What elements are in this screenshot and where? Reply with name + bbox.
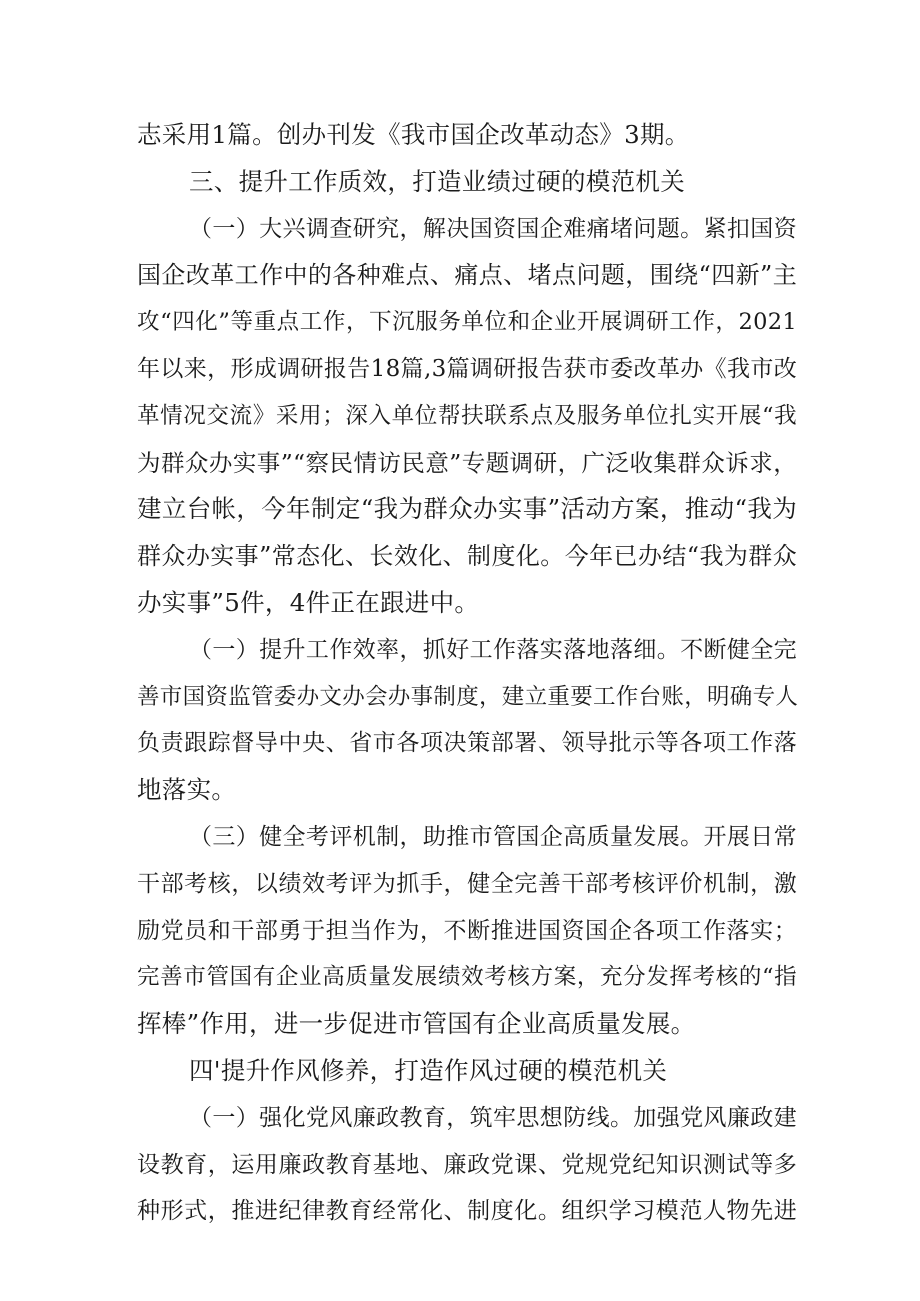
paragraph-line: 种形式，推进纪律教育经常化、制度化。组织学习模范人物先进	[137, 1198, 797, 1225]
document-body	[137, 112, 797, 1235]
section-heading: 三、提升工作质效，打造业绩过硬的模范机关	[189, 166, 685, 196]
paragraph-line: 干部考核，以绩效考评为抓手，健全完善干部考核评价机制，激	[137, 870, 797, 897]
paragraph-line: （一）提升工作效率，抓好工作落实落地落细。不断健全完	[189, 636, 797, 663]
paragraph-line: （一）大兴调查研究，解决国资国企难痛堵问题。紧扣国资	[189, 215, 797, 242]
paragraph-line: 挥棒”作用，进一步促进市管国有企业高质量发展。	[137, 1009, 696, 1039]
paragraph-line: 为群众办实事”“察民情访民意”专题调研，广泛收集群众诉求，	[137, 448, 797, 477]
paragraph-line: 善市国资监管委办文办会办事制度，建立重要工作台账，明确专人	[137, 683, 799, 710]
paragraph-line: 完善市管国有企业高质量发展绩效考核方案，充分发挥考核的“指	[137, 964, 797, 991]
paragraph-line: 办实事”5件，4件正在跟进中。	[137, 587, 480, 617]
paragraph-line: 地落实。	[137, 775, 237, 805]
section-heading: 四'提升作风修养，打造作风过硬的模范机关	[189, 1055, 668, 1085]
paragraph-line: 志采用1篇。创办刊发《我市国企改革动态》3期。	[137, 120, 690, 149]
paragraph-line: 攻“四化”等重点工作，下沉服务单位和企业开展调研工作，2021	[137, 309, 797, 336]
paragraph-line: 建立台帐，今年制定“我为群众办实事”活动方案，推动“我为	[137, 494, 797, 524]
paragraph-line: 负责跟踪督导中央、省市各项决策部署、领导批示等各项工作落	[137, 730, 797, 757]
paragraph-line: 群众办实事”常态化、长效化、制度化。今年已办结“我为群众	[137, 542, 797, 571]
paragraph-line: 国企改革工作中的各种难点、痛点、堵点问题，围绕“四新”主	[137, 261, 797, 290]
paragraph-line: 年以来，形成调研报告18篇,3篇调研报告获市委改革办《我市改	[137, 355, 797, 382]
paragraph-line: 革情况交流》采用；深入单位帮扶联系点及服务单位扎实开展“我	[137, 402, 797, 429]
paragraph-line: （一）强化党风廉政教育，筑牢思想防线。加强党风廉政建	[189, 1104, 797, 1131]
paragraph-line: 设教育，运用廉政教育基地、廉政党课、党规党纪知识测试等多	[137, 1151, 797, 1178]
paragraph-line: （三）健全考评机制，助推市管国企高质量发展。开展日常	[189, 823, 797, 850]
paragraph-line: 励党员和干部勇于担当作为，不断推进国资国企各项工作落实；	[137, 917, 797, 944]
